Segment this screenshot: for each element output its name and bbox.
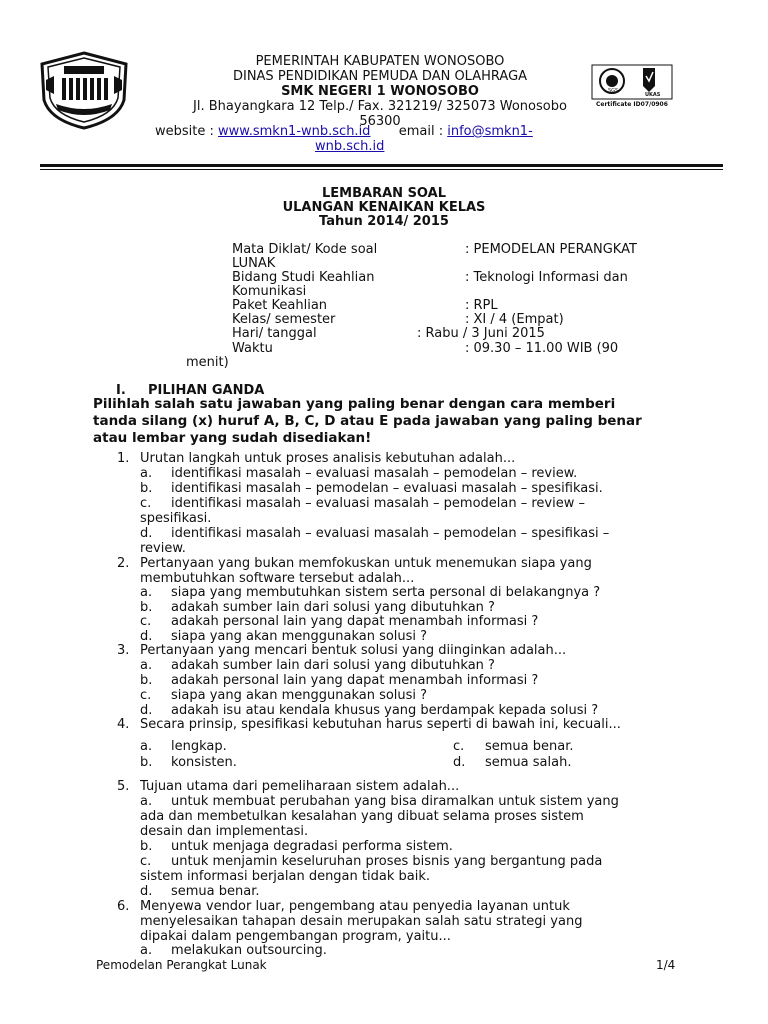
instruction-line-1: Pilihlah salah satu jawaban yang paling benar dengan cara memberi bbox=[93, 396, 616, 412]
q4-option-a-letter: a. bbox=[140, 739, 153, 754]
question-2-text: Pertanyaan yang bukan memfokuskan untuk menemukan siapa yang bbox=[140, 556, 592, 571]
question-2-number: 2. bbox=[117, 556, 130, 571]
q1-option-a-letter: a. bbox=[140, 466, 153, 481]
q2-option-b: adakah sumber lain dari solusi yang dibutuhkan ? bbox=[171, 600, 495, 615]
q5-option-a: untuk membuat perubahan yang bisa diramalkan untuk sistem yang bbox=[171, 794, 619, 809]
info-class-label: Kelas/ semester bbox=[232, 312, 336, 327]
q2-option-a-letter: a. bbox=[140, 585, 153, 600]
doc-title: LEMBARAN SOAL bbox=[322, 186, 446, 201]
q4-option-d-letter: d. bbox=[453, 755, 466, 770]
q1-option-b-letter: b. bbox=[140, 481, 153, 496]
header-line-government: PEMERINTAH KABUPATEN WONOSOBO bbox=[255, 54, 505, 69]
section-number: I. bbox=[116, 383, 126, 398]
q4-option-c-letter: c. bbox=[453, 739, 465, 754]
ukas-text: UKAS bbox=[645, 92, 661, 98]
email-link[interactable]: info@smkn1- bbox=[447, 124, 533, 139]
q3-option-b: adakah personal lain yang dapat menambah informasi ? bbox=[171, 673, 539, 688]
info-field-value: : Teknologi Informasi dan bbox=[465, 270, 628, 285]
q5-option-c: untuk menjamin keseluruhan proses bisnis yang bergantung pada bbox=[171, 854, 603, 869]
q3-option-a-letter: a. bbox=[140, 658, 153, 673]
header-rule-thick bbox=[40, 164, 723, 167]
q2-option-c: adakah personal lain yang dapat menambah informasi ? bbox=[171, 614, 539, 629]
q5-option-d: semua benar. bbox=[171, 884, 260, 899]
question-4-text: Secara prinsip, spesifikasi kebutuhan harus seperti di bawah ini, kecuali... bbox=[140, 717, 621, 732]
info-field-wrap: Komunikasi bbox=[232, 284, 307, 299]
header-rule-thin bbox=[40, 169, 723, 170]
info-field-label: Bidang Studi Keahlian bbox=[232, 270, 375, 285]
q4-option-d: semua salah. bbox=[485, 755, 572, 770]
q3-option-b-letter: b. bbox=[140, 673, 153, 688]
question-6-text: Menyewa vendor luar, pengembang atau penyedia layanan untuk bbox=[140, 899, 570, 914]
q1-option-a: identifikasi masalah – evaluasi masalah – pemodelan – review. bbox=[171, 466, 578, 481]
info-date-label: Hari/ tanggal bbox=[232, 326, 317, 341]
q2-option-c-letter: c. bbox=[140, 614, 152, 629]
q2-option-a: siapa yang membutuhkan sistem serta personal di belakangnya ? bbox=[171, 585, 601, 600]
q5-option-b: untuk menjaga degradasi performa sistem. bbox=[171, 839, 453, 854]
q1-option-c: identifikasi masalah – evaluasi masalah – pemodelan – review – bbox=[171, 496, 586, 511]
doc-year: Tahun 2014/ 2015 bbox=[319, 214, 449, 229]
instruction-line-3: atau lembar yang sudah disediakan! bbox=[93, 430, 372, 446]
info-subject-label: Mata Diklat/ Kode soal bbox=[232, 242, 378, 257]
q5-option-d-letter: d. bbox=[140, 884, 153, 899]
header-line-school: SMK NEGERI 1 WONOSOBO bbox=[281, 84, 479, 99]
q5-option-a-letter: a. bbox=[140, 794, 153, 809]
info-time-value: : 09.30 – 11.00 WIB (90 bbox=[465, 341, 619, 356]
question-5-number: 5. bbox=[117, 779, 130, 794]
q4-option-b-letter: b. bbox=[140, 755, 153, 770]
q4-option-b: konsisten. bbox=[171, 755, 237, 770]
q4-option-a: lengkap. bbox=[171, 739, 227, 754]
info-package-value: : RPL bbox=[465, 298, 498, 313]
info-package-label: Paket Keahlian bbox=[232, 298, 328, 313]
q3-option-c-letter: c. bbox=[140, 688, 152, 703]
info-subject-value: : PEMODELAN PERANGKAT bbox=[465, 242, 637, 257]
info-class-value: : XI / 4 (Empat) bbox=[465, 312, 564, 327]
instruction-line-2: tanda silang (x) huruf A, B, C, D atau E pada jawaban yang paling benar bbox=[93, 413, 642, 429]
q5-option-c-wrap: sistem informasi berjalan dengan tidak baik. bbox=[140, 869, 430, 884]
question-2-text-wrap: membutuhkan software tersebut adalah... bbox=[140, 571, 415, 586]
header-line-department: DINAS PENDIDIKAN PEMUDA DAN OLAHRAGA bbox=[232, 69, 528, 84]
q5-option-b-letter: b. bbox=[140, 839, 153, 854]
email-link-continued[interactable]: wnb.sch.id bbox=[315, 139, 385, 154]
q1-option-d: identifikasi masalah – evaluasi masalah – pemodelan – spesifikasi – bbox=[171, 526, 610, 541]
info-time-label: Waktu bbox=[232, 341, 273, 356]
question-3-number: 3. bbox=[117, 643, 130, 658]
q2-option-d: siapa yang akan menggunakan solusi ? bbox=[171, 629, 428, 644]
q2-option-b-letter: b. bbox=[140, 600, 153, 615]
info-subject-wrap: LUNAK bbox=[232, 256, 276, 271]
question-5-text: Tujuan utama dari pemeliharaan sistem adalah... bbox=[140, 779, 460, 794]
q1-option-c-letter: c. bbox=[140, 496, 152, 511]
q2-option-d-letter: d. bbox=[140, 629, 153, 644]
header-address-postcode: 56300 bbox=[359, 114, 401, 129]
footer-page-number: 1/4 bbox=[656, 958, 676, 972]
email-label: email : bbox=[398, 124, 448, 139]
q6-option-a: melakukan outsourcing. bbox=[171, 943, 327, 958]
info-time-wrap: menit) bbox=[186, 355, 229, 370]
q1-option-b: identifikasi masalah – pemodelan – evaluasi masalah – spesifikasi. bbox=[171, 481, 603, 496]
question-1-number: 1. bbox=[117, 451, 130, 466]
q5-option-a-wrap-1: ada dan membetulkan kesalahan yang dibuat selama proses sistem bbox=[140, 809, 584, 824]
section-title: PILIHAN GANDA bbox=[148, 383, 265, 398]
question-6-number: 6. bbox=[117, 899, 130, 914]
question-1-text: Urutan langkah untuk proses analisis kebutuhan adalah... bbox=[140, 451, 516, 466]
q3-option-d-letter: d. bbox=[140, 703, 153, 718]
q1-option-d-wrap: review. bbox=[140, 541, 186, 556]
q3-option-d: adakah isu atau kendala khusus yang berdampak kepada solusi ? bbox=[171, 703, 599, 718]
q4-option-c: semua benar. bbox=[485, 739, 574, 754]
certificate-id: Certificate ID07/0906 bbox=[596, 101, 668, 108]
q5-option-c-letter: c. bbox=[140, 854, 152, 869]
info-date-value: : Rabu / 3 Juni 2015 bbox=[417, 326, 545, 341]
header-address: Jl. Bhayangkara 12 Telp./ Fax. 321219/ 325073 Wonosobo bbox=[193, 99, 567, 114]
q6-option-a-letter: a. bbox=[140, 943, 153, 958]
q1-option-d-letter: d. bbox=[140, 526, 153, 541]
q3-option-a: adakah sumber lain dari solusi yang dibutuhkan ? bbox=[171, 658, 495, 673]
question-4-number: 4. bbox=[117, 717, 130, 732]
question-6-text-wrap-1: menyelesaikan tahapan desain merupakan salah satu strategi yang bbox=[140, 914, 583, 929]
website-label: website : bbox=[155, 124, 219, 139]
q5-option-a-wrap-2: desain dan implementasi. bbox=[140, 824, 309, 839]
q1-option-c-wrap: spesifikasi. bbox=[140, 511, 212, 526]
doc-subtitle: ULANGAN KENAIKAN KELAS bbox=[282, 200, 486, 215]
question-6-text-wrap-2: dipakai dalam pengembangan program, yaitu... bbox=[140, 929, 451, 944]
q3-option-c: siapa yang akan menggunakan solusi ? bbox=[171, 688, 428, 703]
website-link[interactable]: www.smkn1-wnb.sch.id bbox=[218, 124, 371, 139]
question-3-text: Pertanyaan yang mencari bentuk solusi yang diinginkan adalah... bbox=[140, 643, 567, 658]
school-logo bbox=[38, 50, 130, 130]
footer-course-name: Pemodelan Perangkat Lunak bbox=[96, 958, 267, 972]
header-contact-row bbox=[155, 124, 533, 139]
cert-badge-text: SGS bbox=[608, 88, 619, 94]
